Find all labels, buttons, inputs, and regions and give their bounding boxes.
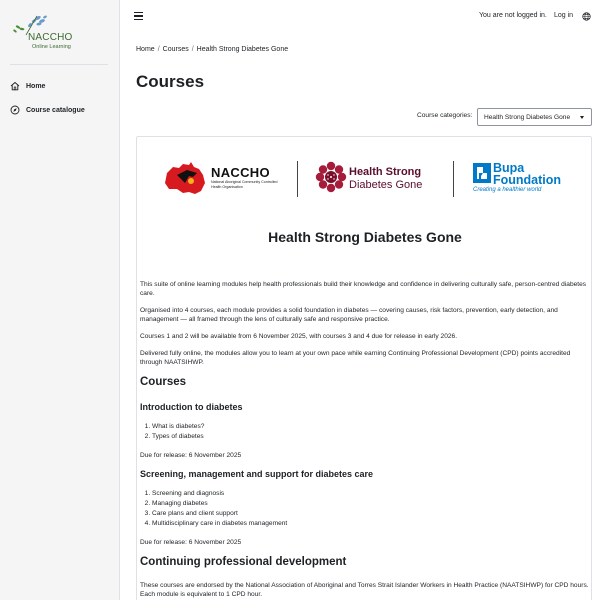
intro-paragraph: Delivered fully online, the modules allow you to learn at your own pace while earning Continuing Professional Development (CPD) points accredited through NAATSIHWP.: [140, 350, 571, 366]
cpd-heading: Continuing professional development: [140, 556, 347, 568]
sidebar-item-course-catalogue[interactable]: [10, 102, 85, 118]
logo-subtitle: Online Learning: [32, 44, 71, 50]
breadcrumb-category[interactable]: Health Strong Diabetes Gone: [196, 46, 289, 53]
logo-divider: [297, 161, 298, 197]
bupa-logo-name: [493, 162, 561, 186]
category-description: [140, 227, 590, 600]
home-icon: [10, 81, 20, 91]
description-heading: Health Strong Diabetes Gone: [268, 229, 462, 245]
sidebar-item-label: Course catalogue: [26, 106, 85, 114]
bupa-logo-line2: Foundation: [493, 173, 562, 187]
intro-paragraph: Courses 1 and 2 will be available from 6 November 2025, with courses 3 and 4 due for release in early 2026.: [140, 333, 458, 340]
partner-logos-banner: [137, 137, 592, 227]
breadcrumb-home[interactable]: Home: [136, 46, 155, 53]
login-status-text: You are not logged in.: [479, 12, 547, 19]
breadcrumb-courses[interactable]: Courses: [162, 46, 189, 53]
chevron-down-icon: [580, 116, 584, 119]
main-region: [120, 34, 600, 600]
category-select[interactable]: [477, 108, 592, 126]
menu-toggle-icon[interactable]: [134, 12, 143, 21]
hsdg-logo-line2: Diabetes Gone: [349, 179, 423, 191]
hsdg-flower-icon: [315, 161, 347, 193]
naccho-australia-icon: [163, 161, 209, 197]
login-link[interactable]: Log in: [554, 12, 574, 19]
list-item: 4. Multidisciplinary care in diabetes management: [152, 519, 590, 529]
course-release-date: Due for release: 6 November 2025: [140, 452, 242, 459]
list-item: 3. Care plans and client support: [152, 509, 590, 519]
course-release-date: Due for release: 6 November 2025: [140, 539, 242, 546]
compass-icon: [10, 105, 20, 115]
bupa-tagline: Creating a healthier world: [473, 187, 542, 193]
top-navbar: [120, 0, 600, 34]
courses-heading: Courses: [140, 376, 187, 388]
naccho-online-learning-logo[interactable]: [10, 14, 80, 54]
category-filter-label: Course categories:: [417, 112, 473, 119]
list-item: 1. What is diabetes?: [152, 422, 590, 432]
intro-paragraph: This suite of online learning modules help health professionals build their knowledge and confidence in delivering culturally safe, person-centred diabetes care.: [140, 281, 587, 297]
breadcrumb: [136, 46, 288, 53]
list-item: 2. Types of diabetes: [152, 432, 590, 442]
course-topic-list: [152, 422, 590, 442]
sidebar: [0, 0, 120, 600]
sidebar-item-label: Home: [26, 82, 46, 90]
sidebar-item-home[interactable]: [10, 78, 45, 94]
page-title: Courses: [136, 72, 205, 91]
breadcrumb-separator: /: [191, 46, 194, 53]
course-title: Introduction to diabetes: [140, 402, 243, 412]
sidebar-divider: [10, 64, 108, 65]
logo-divider: [453, 161, 454, 197]
category-select-value: Health Strong Diabetes Gone: [484, 113, 571, 121]
logo-name: NACCHO: [28, 32, 73, 43]
course-topic-list: [152, 489, 590, 529]
hsdg-logo-line1: Health Strong: [349, 166, 422, 178]
intro-paragraph: Organised into 4 courses, each module provides a solid foundation in diabetes — covering causes, risk factors, prevention, early detection, and management — all framed through the lens of culturally safe and responsive practice.: [140, 307, 558, 323]
globe-icon[interactable]: [582, 12, 591, 21]
naccho-logo-name: NACCHO: [211, 165, 270, 180]
list-item: 2. Managing diabetes: [152, 499, 590, 509]
course-title: Screening, management and support for diabetes care: [140, 469, 374, 479]
bupa-logo-icon: [473, 163, 491, 183]
naccho-logo-subtitle: National Aboriginal Community Controlled Health Organisation: [211, 180, 278, 189]
breadcrumb-separator: /: [157, 46, 160, 53]
category-description-card: [136, 136, 592, 600]
bupa-logo-line1: Bupa: [493, 161, 525, 175]
cpd-paragraph: These courses are endorsed by the National Association of Aboriginal and Torres Strait Islander Workers in Health Practice (NAATSIHWP) for CPD hours. Each module is equivalent to 1 CPD hour.: [140, 582, 589, 598]
list-item: 1. Screening and diagnosis: [152, 489, 590, 499]
